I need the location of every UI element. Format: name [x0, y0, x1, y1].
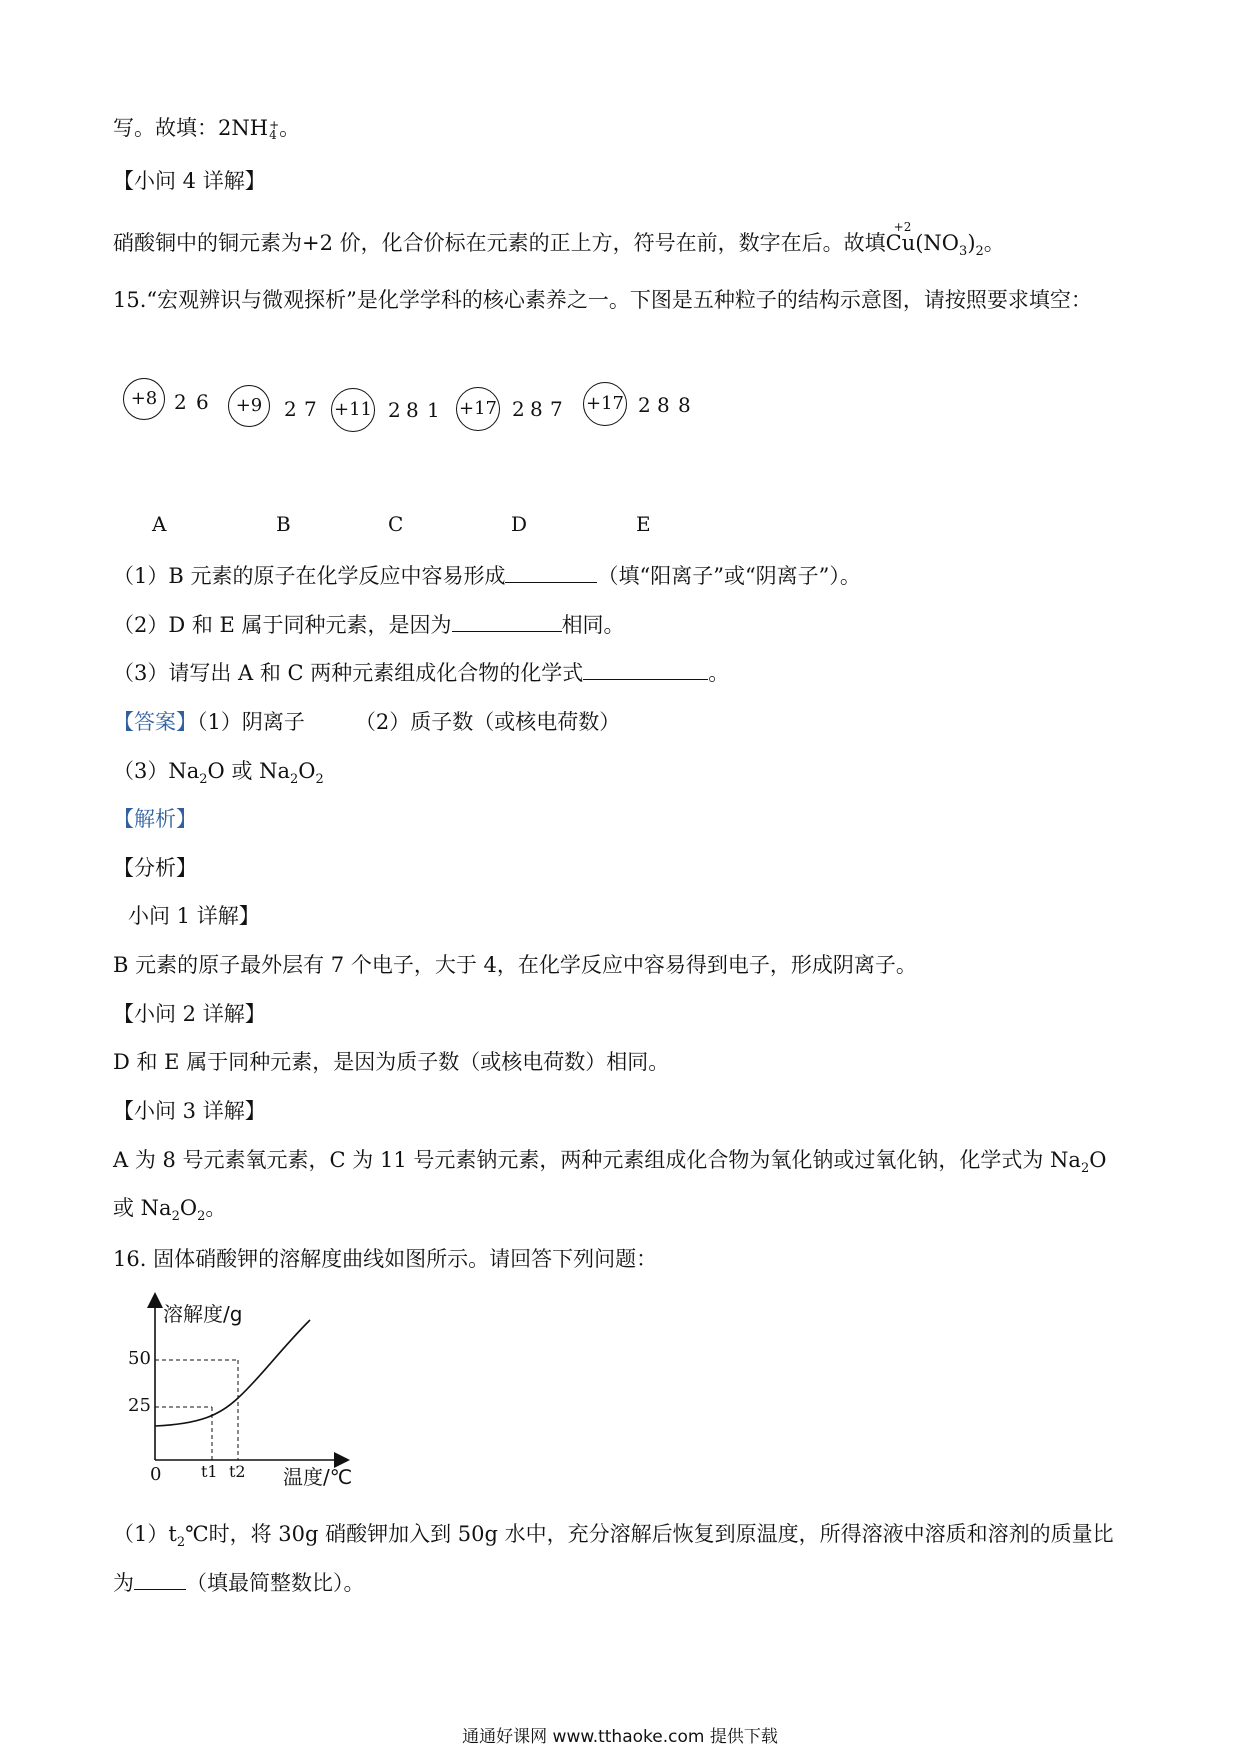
answer-2: （2）质子数（或核电荷数）	[354, 710, 621, 734]
heading-q4: 【小问 4 详解】	[113, 169, 266, 193]
nucleus-e: +17	[583, 382, 627, 426]
nucleus-c: +11	[331, 388, 375, 432]
question-15-2: （2）D 和 E 属于同种元素，是因为 相同。	[113, 613, 625, 637]
answer-tag: 【答案】	[113, 710, 197, 734]
electrons-b-2: 7	[304, 397, 317, 421]
answer-line	[113, 707, 620, 737]
electrons-c-3: 1	[427, 398, 440, 422]
electrons-c-1: 2	[388, 398, 401, 422]
detail-2: D 和 E 属于同种元素，是因为质子数（或核电荷数）相同。	[113, 1050, 670, 1074]
answer-blank[interactable]	[134, 1569, 186, 1590]
electrons-e-1: 2	[638, 393, 651, 417]
atom-label-c: C	[388, 512, 404, 536]
y-axis-label: 溶解度/g	[163, 1302, 243, 1326]
nucleus-a: +8	[123, 378, 165, 420]
question-15-3: （3）请写出 A 和 C 两种元素组成化合物的化学式 。	[113, 661, 730, 685]
electrons-d-1: 2	[512, 397, 525, 421]
text: 。	[279, 116, 301, 140]
detail-3b: 或 $Na_2O_2$。	[113, 1196, 227, 1225]
atom-label-b: B	[276, 512, 291, 536]
analysis-tag: 【解析】	[113, 807, 197, 831]
ion-charge: + 4	[269, 117, 280, 142]
formula: 2NH	[218, 116, 269, 140]
atom-label-a: A	[152, 512, 167, 536]
heading-q3: 【小问 3 详解】	[113, 1099, 266, 1123]
solubility-curve	[155, 1320, 310, 1426]
question-16-1: $(1)t_2℃$时，将 30g 硝酸钾加入到 50g 水中，充分溶解后恢复到原温度，所得溶液中溶质和溶剂的质量比	[113, 1522, 1114, 1551]
x-tick-t2: t2	[229, 1462, 246, 1481]
electrons-e-3: 8	[678, 393, 691, 417]
question-16: 16. 固体硝酸钾的溶解度曲线如图所示。请回答下列问题：	[113, 1247, 658, 1271]
answer-blank[interactable]	[505, 562, 597, 583]
solubility-chart	[120, 1290, 380, 1490]
electrons-d-3: 7	[550, 397, 563, 421]
nucleus-b: +9	[228, 385, 270, 427]
atom-label-d: D	[511, 512, 528, 536]
electrons-d-2: 8	[530, 397, 543, 421]
question-15-1: （1）B 元素的原子在化学反应中容易形成 （填“阳离子”或“阴离子”）。	[113, 564, 861, 588]
electrons-a-2: 6	[196, 390, 209, 414]
formula: (NO	[915, 231, 960, 255]
electrons-c-2: 8	[406, 398, 419, 422]
electrons-a-1: 2	[174, 390, 187, 414]
question-15: 15.“宏观辨识与微观探析”是化学学科的核心素养之一。下图是五种粒子的结构示意图，请按照要求填空：	[113, 288, 1092, 312]
answer-line-q14-3	[113, 113, 300, 143]
fenxi-heading: 【分析】	[113, 856, 197, 880]
origin-label: 0	[150, 1464, 162, 1485]
detail-3a: A 为 8 号元素氧元素，C 为 11 号元素钠元素，两种元素组成化合物为氧化钠或过氧化钠，化学式为 $Na_2O$	[113, 1148, 1107, 1177]
nucleus-d: +17	[456, 387, 500, 431]
cu-valence-formula: +2 Cu	[885, 220, 916, 255]
electrons-b-1: 2	[284, 397, 297, 421]
x-axis-label: 温度/℃	[283, 1465, 353, 1489]
electrons-e-2: 8	[657, 393, 670, 417]
text: 硝酸铜中的铜元素为+2 价，化合价标在元素的正上方，符号在前，数字在后。故填	[113, 231, 886, 255]
atom-label-e: E	[636, 512, 651, 536]
answer-blank[interactable]	[583, 659, 708, 680]
answer-line-q14-4: 硝酸铜中的铜元素为+2 价，化合价标在元素的正上方，符号在前，数字在后。故填 +2 $Cu(NO_3)_2$。	[113, 220, 1005, 260]
y-tick-25: 25	[128, 1395, 151, 1416]
page-footer: 通通好课网 www.tthaoke.com 提供下载	[462, 1727, 778, 1747]
question-16-1-cont: 为 （填最简整数比）。	[113, 1571, 365, 1595]
heading-q1: 小问 1 详解】	[128, 904, 260, 928]
answer-3: $(3)Na_2O$ 或 $Na_2O_2$	[113, 759, 324, 788]
y-tick-50: 50	[128, 1348, 151, 1369]
answer-1: （1）阴离子	[197, 710, 305, 734]
text: 写。故填：	[113, 116, 218, 140]
detail-1: B 元素的原子最外层有 7 个电子，大于 4，在化学反应中容易得到电子，形成阴离子。	[113, 953, 917, 977]
heading-q2: 【小问 2 详解】	[113, 1002, 266, 1026]
x-tick-t1: t1	[201, 1462, 218, 1481]
answer-blank[interactable]	[452, 611, 562, 632]
